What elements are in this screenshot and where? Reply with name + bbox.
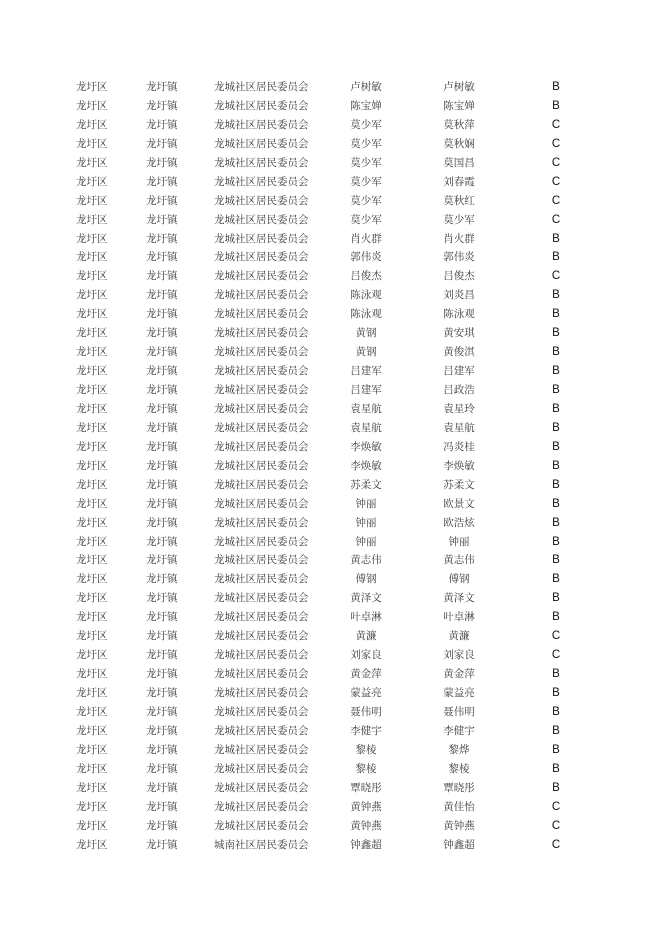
committee-cell: 龙城社区居民委员会	[214, 156, 309, 169]
grade-cell: B	[552, 743, 560, 756]
member-cell: 聂伟明	[443, 705, 475, 718]
district-cell: 龙圩区	[76, 118, 108, 131]
member-cell: 袁星玲	[443, 402, 475, 415]
table-row	[0, 495, 662, 514]
committee-cell: 龙城社区居民委员会	[214, 251, 309, 264]
town-cell: 龙圩镇	[146, 497, 178, 510]
applicant-cell: 钟丽	[355, 516, 377, 529]
table-row	[0, 362, 662, 381]
member-cell: 吕俊杰	[443, 270, 475, 283]
table-row	[0, 324, 662, 343]
district-cell: 龙圩区	[76, 554, 108, 567]
committee-cell: 龙城社区居民委员会	[214, 213, 309, 226]
applicant-cell: 黎棱	[355, 762, 377, 775]
member-cell: 莫秋娴	[443, 137, 475, 150]
applicant-cell: 肖火群	[350, 232, 382, 245]
district-cell: 龙圩区	[76, 365, 108, 378]
member-cell: 莫秋红	[443, 194, 475, 207]
applicant-cell: 黄钟燕	[350, 800, 382, 813]
district-cell: 龙圩区	[76, 649, 108, 662]
committee-cell: 龙城社区居民委员会	[214, 118, 309, 131]
table-row	[0, 665, 662, 684]
district-cell: 龙圩区	[76, 137, 108, 150]
grade-cell: C	[551, 630, 561, 643]
committee-cell: 龙城社区居民委员会	[214, 308, 309, 321]
applicant-cell: 覃晓彤	[350, 781, 382, 794]
committee-cell: 龙城社区居民委员会	[214, 743, 309, 756]
table-row	[0, 192, 662, 211]
district-cell: 龙圩区	[76, 743, 108, 756]
committee-cell: 龙城社区居民委员会	[214, 630, 309, 643]
town-cell: 龙圩镇	[146, 781, 178, 794]
committee-cell: 龙城社区居民委员会	[214, 516, 309, 529]
town-cell: 龙圩镇	[146, 251, 178, 264]
member-cell: 刘炎昌	[443, 289, 475, 302]
grade-cell: C	[551, 175, 561, 188]
committee-cell: 龙城社区居民委员会	[214, 668, 309, 681]
member-cell: 黎棱	[448, 762, 470, 775]
table-row	[0, 760, 662, 779]
applicant-cell: 郭伟炎	[350, 251, 382, 264]
member-cell: 李健宇	[443, 724, 475, 737]
grade-cell: B	[552, 440, 560, 453]
district-cell: 龙圩区	[76, 762, 108, 775]
member-cell: 欧浩炫	[443, 516, 475, 529]
table-row	[0, 173, 662, 192]
committee-cell: 龙城社区居民委员会	[214, 459, 309, 472]
table-row	[0, 248, 662, 267]
table-row	[0, 741, 662, 760]
applicant-cell: 黄钢	[355, 346, 377, 359]
committee-cell: 龙城社区居民委员会	[214, 497, 309, 510]
applicant-cell: 苏柔文	[350, 478, 382, 491]
table-row	[0, 646, 662, 665]
town-cell: 龙圩镇	[146, 554, 178, 567]
town-cell: 龙圩镇	[146, 156, 178, 169]
member-cell: 黎烨	[448, 743, 470, 756]
member-cell: 吕建军	[443, 365, 475, 378]
town-cell: 龙圩镇	[146, 175, 178, 188]
applicant-cell: 袁星航	[350, 402, 382, 415]
grade-cell: B	[552, 459, 560, 472]
town-cell: 龙圩镇	[146, 365, 178, 378]
district-cell: 龙圩区	[76, 402, 108, 415]
grade-cell: C	[551, 649, 561, 662]
applicant-cell: 黄泽文	[350, 592, 382, 605]
district-cell: 龙圩区	[76, 99, 108, 112]
district-cell: 龙圩区	[76, 687, 108, 699]
table-row	[0, 286, 662, 305]
town-cell: 龙圩镇	[146, 327, 178, 340]
committee-cell: 龙城社区居民委员会	[214, 270, 309, 283]
member-cell: 刘家良	[443, 649, 475, 662]
town-cell: 龙圩镇	[146, 516, 178, 529]
member-cell: 肖火群	[443, 232, 475, 245]
district-cell: 龙圩区	[76, 516, 108, 529]
grade-cell: B	[552, 81, 560, 93]
town-cell: 龙圩镇	[146, 668, 178, 681]
member-cell: 钟鑫超	[443, 838, 475, 851]
applicant-cell: 袁星航	[350, 421, 382, 434]
applicant-cell: 莫少军	[350, 137, 382, 150]
table-row	[0, 78, 662, 97]
district-cell: 龙圩区	[76, 175, 108, 188]
member-cell: 袁星航	[443, 421, 475, 434]
district-cell: 龙圩区	[76, 384, 108, 396]
town-cell: 龙圩镇	[146, 440, 178, 453]
town-cell: 龙圩镇	[146, 724, 178, 737]
member-cell: 黄志伟	[443, 554, 475, 567]
table-row	[0, 154, 662, 173]
grade-cell: C	[551, 156, 561, 169]
town-cell: 龙圩镇	[146, 421, 178, 434]
town-cell: 龙圩镇	[146, 384, 178, 396]
grade-cell: B	[552, 554, 560, 567]
grade-cell: B	[552, 611, 560, 624]
committee-cell: 龙城社区居民委员会	[214, 535, 309, 548]
district-cell: 龙圩区	[76, 630, 108, 643]
committee-cell: 龙城社区居民委员会	[214, 687, 309, 699]
grade-cell: B	[552, 251, 560, 264]
table-row	[0, 589, 662, 608]
member-cell: 黄金萍	[443, 668, 475, 681]
member-cell: 黄泽文	[443, 592, 475, 605]
district-cell: 龙圩区	[76, 478, 108, 491]
applicant-cell: 黄钟燕	[350, 819, 382, 832]
applicant-cell: 莫少军	[350, 118, 382, 131]
town-cell: 龙圩镇	[146, 137, 178, 150]
grade-cell: C	[551, 838, 561, 851]
table-row	[0, 419, 662, 438]
table-row	[0, 798, 662, 817]
district-cell: 龙圩区	[76, 156, 108, 169]
town-cell: 龙圩镇	[146, 99, 178, 112]
town-cell: 龙圩镇	[146, 687, 178, 699]
applicant-cell: 莫少军	[350, 175, 382, 188]
grade-cell: B	[552, 535, 560, 548]
committee-cell: 龙城社区居民委员会	[214, 327, 309, 340]
applicant-cell: 卢树敏	[350, 81, 382, 93]
member-cell: 刘春霞	[443, 175, 475, 188]
member-cell: 钟丽	[448, 535, 470, 548]
district-cell: 龙圩区	[76, 705, 108, 718]
applicant-cell: 陈宝婵	[350, 99, 382, 112]
grade-cell: B	[552, 99, 560, 112]
member-cell: 蒙益亮	[443, 687, 475, 699]
table-row	[0, 627, 662, 646]
town-cell: 龙圩镇	[146, 573, 178, 586]
town-cell: 龙圩镇	[146, 402, 178, 415]
table-row	[0, 457, 662, 476]
member-cell: 陈泳观	[443, 308, 475, 321]
district-cell: 龙圩区	[76, 819, 108, 832]
district-cell: 龙圩区	[76, 251, 108, 264]
grade-cell: B	[552, 592, 560, 605]
committee-cell: 龙城社区居民委员会	[214, 99, 309, 112]
grade-cell: B	[552, 346, 560, 359]
grade-cell: B	[552, 289, 560, 302]
grade-cell: B	[552, 724, 560, 737]
grade-cell: B	[552, 516, 560, 529]
committee-cell: 龙城社区居民委员会	[214, 554, 309, 567]
member-cell: 卢树敏	[443, 81, 475, 93]
district-cell: 龙圩区	[76, 535, 108, 548]
district-cell: 龙圩区	[76, 421, 108, 434]
committee-cell: 龙城社区居民委员会	[214, 194, 309, 207]
grade-cell: B	[552, 365, 560, 378]
grade-cell: C	[551, 270, 561, 283]
member-cell: 陈宝婵	[443, 99, 475, 112]
applicant-cell: 聂伟明	[350, 705, 382, 718]
member-cell: 欧景文	[443, 497, 475, 510]
town-cell: 龙圩镇	[146, 478, 178, 491]
applicant-cell: 陈泳观	[350, 308, 382, 321]
member-cell: 苏柔文	[443, 478, 475, 491]
table-row	[0, 305, 662, 324]
applicant-cell: 李健宇	[350, 724, 382, 737]
district-cell: 龙圩区	[76, 497, 108, 510]
grade-cell: B	[552, 762, 560, 775]
table-row	[0, 836, 662, 855]
table-row	[0, 476, 662, 495]
town-cell: 龙圩镇	[146, 308, 178, 321]
committee-cell: 龙城社区居民委员会	[214, 724, 309, 737]
table-row	[0, 230, 662, 249]
applicant-cell: 钟丽	[355, 535, 377, 548]
district-cell: 龙圩区	[76, 213, 108, 226]
committee-cell: 龙城社区居民委员会	[214, 346, 309, 359]
town-cell: 龙圩镇	[146, 459, 178, 472]
grade-cell: C	[551, 819, 561, 832]
member-cell: 傅钢	[448, 573, 470, 586]
committee-cell: 龙城社区居民委员会	[214, 705, 309, 718]
grade-cell: B	[552, 781, 560, 794]
grade-cell: B	[552, 232, 560, 245]
district-cell: 龙圩区	[76, 308, 108, 321]
district-cell: 龙圩区	[76, 573, 108, 586]
committee-cell: 龙城社区居民委员会	[214, 800, 309, 813]
table-row	[0, 570, 662, 589]
town-cell: 龙圩镇	[146, 743, 178, 756]
grade-cell: C	[551, 213, 561, 226]
grade-cell: B	[552, 327, 560, 340]
committee-cell: 龙城社区居民委员会	[214, 478, 309, 491]
district-cell: 龙圩区	[76, 270, 108, 283]
committee-cell: 龙城社区居民委员会	[214, 81, 309, 93]
applicant-cell: 钟鑫超	[350, 838, 382, 851]
town-cell: 龙圩镇	[146, 762, 178, 775]
member-cell: 吕政浩	[443, 384, 475, 396]
table-row	[0, 817, 662, 836]
applicant-cell: 莫少军	[350, 194, 382, 207]
member-cell: 莫秋萍	[443, 118, 475, 131]
committee-cell: 龙城社区居民委员会	[214, 289, 309, 302]
district-cell: 龙圩区	[76, 800, 108, 813]
grade-cell: B	[552, 668, 560, 681]
district-cell: 龙圩区	[76, 459, 108, 472]
committee-cell: 龙城社区居民委员会	[214, 384, 309, 396]
grade-cell: B	[552, 497, 560, 510]
table-row	[0, 551, 662, 570]
applicant-cell: 吕建军	[350, 365, 382, 378]
committee-cell: 龙城社区居民委员会	[214, 592, 309, 605]
applicant-cell: 叶卓淋	[350, 611, 382, 624]
table-row	[0, 722, 662, 741]
grade-cell: B	[552, 384, 560, 396]
committee-cell: 城南社区居民委员会	[214, 838, 309, 851]
town-cell: 龙圩镇	[146, 346, 178, 359]
table-row	[0, 703, 662, 722]
applicant-cell: 李焕敏	[350, 459, 382, 472]
district-cell: 龙圩区	[76, 232, 108, 245]
committee-cell: 龙城社区居民委员会	[214, 819, 309, 832]
committee-cell: 龙城社区居民委员会	[214, 573, 309, 586]
town-cell: 龙圩镇	[146, 194, 178, 207]
applicant-cell: 吕俊杰	[350, 270, 382, 283]
grade-cell: B	[552, 705, 560, 718]
table-row	[0, 97, 662, 116]
applicant-cell: 蒙益亮	[350, 687, 382, 699]
district-cell: 龙圩区	[76, 346, 108, 359]
committee-cell: 龙城社区居民委员会	[214, 365, 309, 378]
table-row	[0, 779, 662, 798]
applicant-cell: 黄志伟	[350, 554, 382, 567]
table-row	[0, 116, 662, 135]
member-cell: 叶卓淋	[443, 611, 475, 624]
table-row	[0, 533, 662, 552]
member-cell: 莫国昌	[443, 156, 475, 169]
town-cell: 龙圩镇	[146, 630, 178, 643]
member-cell: 郭伟炎	[443, 251, 475, 264]
district-cell: 龙圩区	[76, 592, 108, 605]
member-cell: 黄佳怡	[443, 800, 475, 813]
district-cell: 龙圩区	[76, 81, 108, 93]
committee-cell: 龙城社区居民委员会	[214, 762, 309, 775]
member-cell: 黄钟燕	[443, 819, 475, 832]
town-cell: 龙圩镇	[146, 611, 178, 624]
town-cell: 龙圩镇	[146, 232, 178, 245]
applicant-cell: 莫少军	[350, 156, 382, 169]
district-cell: 龙圩区	[76, 327, 108, 340]
town-cell: 龙圩镇	[146, 118, 178, 131]
grade-cell: B	[552, 402, 560, 415]
applicant-cell: 李焕敏	[350, 440, 382, 453]
grade-cell: B	[552, 687, 560, 699]
district-cell: 龙圩区	[76, 838, 108, 851]
committee-cell: 龙城社区居民委员会	[214, 232, 309, 245]
grade-cell: C	[551, 118, 561, 131]
grade-cell: B	[552, 308, 560, 321]
district-cell: 龙圩区	[76, 440, 108, 453]
table-row	[0, 514, 662, 533]
committee-cell: 龙城社区居民委员会	[214, 611, 309, 624]
member-cell: 覃晓彤	[443, 781, 475, 794]
district-cell: 龙圩区	[76, 194, 108, 207]
committee-cell: 龙城社区居民委员会	[214, 137, 309, 150]
town-cell: 龙圩镇	[146, 289, 178, 302]
table-row	[0, 267, 662, 286]
table-row	[0, 684, 662, 703]
applicant-cell: 陈泳观	[350, 289, 382, 302]
committee-cell: 龙城社区居民委员会	[214, 402, 309, 415]
town-cell: 龙圩镇	[146, 838, 178, 851]
town-cell: 龙圩镇	[146, 81, 178, 93]
beneficiary-table	[0, 78, 662, 854]
committee-cell: 龙城社区居民委员会	[214, 781, 309, 794]
grade-cell: C	[551, 800, 561, 813]
town-cell: 龙圩镇	[146, 213, 178, 226]
town-cell: 龙圩镇	[146, 649, 178, 662]
town-cell: 龙圩镇	[146, 270, 178, 283]
committee-cell: 龙城社区居民委员会	[214, 175, 309, 188]
applicant-cell: 钟丽	[355, 497, 377, 510]
table-row	[0, 400, 662, 419]
member-cell: 冯炎桂	[443, 440, 475, 453]
district-cell: 龙圩区	[76, 781, 108, 794]
applicant-cell: 吕建军	[350, 384, 382, 396]
member-cell: 黄安琪	[443, 327, 475, 340]
table-row	[0, 135, 662, 154]
committee-cell: 龙城社区居民委员会	[214, 421, 309, 434]
applicant-cell: 黄濂	[355, 630, 377, 643]
town-cell: 龙圩镇	[146, 705, 178, 718]
table-row	[0, 608, 662, 627]
applicant-cell: 傅钢	[355, 573, 377, 586]
applicant-cell: 黎棱	[355, 743, 377, 756]
town-cell: 龙圩镇	[146, 535, 178, 548]
grade-cell: C	[551, 194, 561, 207]
member-cell: 黄濂	[448, 630, 470, 643]
district-cell: 龙圩区	[76, 668, 108, 681]
applicant-cell: 黄金萍	[350, 668, 382, 681]
applicant-cell: 黄钢	[355, 327, 377, 340]
member-cell: 李焕敏	[443, 459, 475, 472]
member-cell: 莫少军	[443, 213, 475, 226]
table-row	[0, 343, 662, 362]
applicant-cell: 刘家良	[350, 649, 382, 662]
table-row	[0, 381, 662, 400]
town-cell: 龙圩镇	[146, 592, 178, 605]
committee-cell: 龙城社区居民委员会	[214, 440, 309, 453]
member-cell: 黄俊淇	[443, 346, 475, 359]
grade-cell: B	[552, 573, 560, 586]
district-cell: 龙圩区	[76, 611, 108, 624]
town-cell: 龙圩镇	[146, 800, 178, 813]
grade-cell: B	[552, 421, 560, 434]
table-row	[0, 438, 662, 457]
grade-cell: C	[551, 137, 561, 150]
table-row	[0, 211, 662, 230]
applicant-cell: 莫少军	[350, 213, 382, 226]
town-cell: 龙圩镇	[146, 819, 178, 832]
district-cell: 龙圩区	[76, 289, 108, 302]
committee-cell: 龙城社区居民委员会	[214, 649, 309, 662]
grade-cell: B	[552, 478, 560, 491]
district-cell: 龙圩区	[76, 724, 108, 737]
